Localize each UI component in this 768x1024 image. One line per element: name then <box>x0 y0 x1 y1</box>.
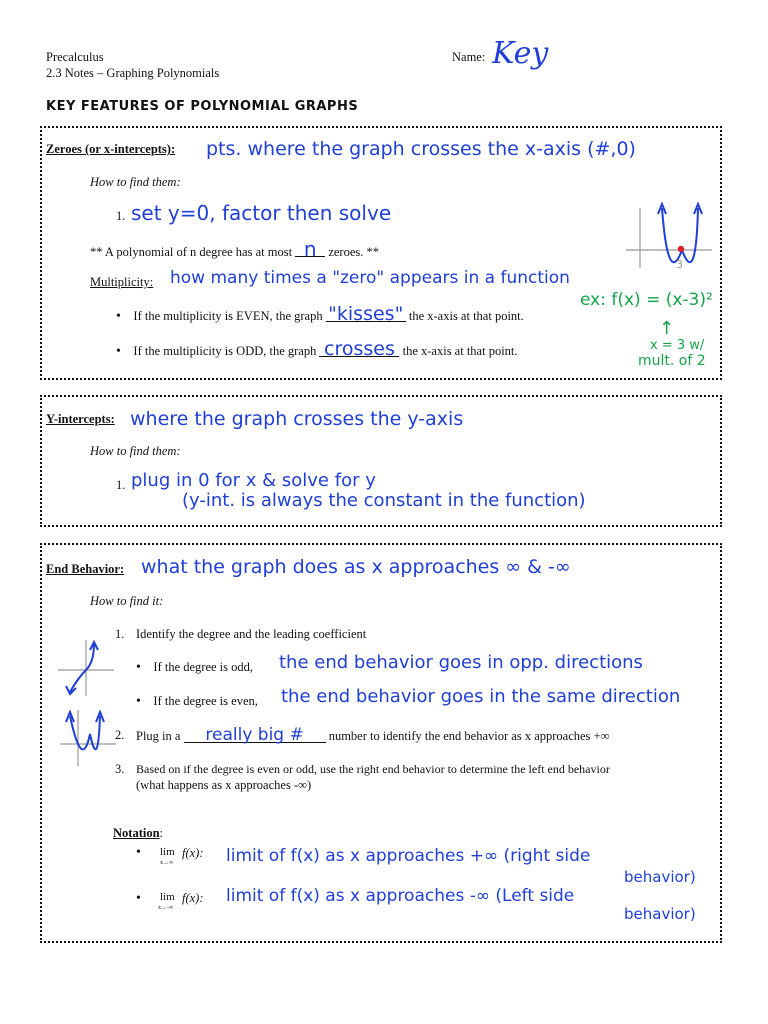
notation-1-hw-b: behavior) <box>624 868 696 886</box>
even-degree-pre: If the degree is even, <box>153 694 258 708</box>
notation-heading <box>113 826 163 841</box>
notation-1-hw-a: limit of f(x) as x approaches +∞ (right side <box>226 846 591 866</box>
even-blank: "kisses" <box>326 307 406 322</box>
zeroes-how-to: How to find them: <box>90 175 181 189</box>
notation-1-fx: f(x): <box>182 846 204 860</box>
bullet: • <box>136 694 141 709</box>
notation-2-sub: x→-∞ <box>158 905 174 911</box>
yint-label: Y-intercepts: <box>46 412 115 426</box>
cubic-sketch <box>56 638 116 698</box>
odd-row <box>116 338 518 360</box>
bullet: • <box>116 344 121 359</box>
yint-definition: where the graph crosses the y-axis <box>130 408 464 430</box>
end-label: End Behavior: <box>46 562 125 576</box>
notation-1-sub: x→∞ <box>160 860 174 866</box>
example-equation: ex: f(x) = (x-3)² <box>580 290 713 310</box>
notation-colon: : <box>159 826 164 840</box>
end-how-to: How to find it: <box>90 594 164 608</box>
end-step1: Identify the degree and the leading coefficient <box>136 627 367 641</box>
end-definition: what the graph does as x approaches ∞ & -∞ <box>141 556 571 578</box>
parabola-sketch <box>622 198 714 274</box>
end-step2-num: 2. <box>115 728 125 742</box>
even-degree-hw: the end behavior goes in the same direction <box>281 686 681 707</box>
example-note-1: x = 3 w/ <box>650 338 705 353</box>
name-value: Key <box>492 36 549 71</box>
yint-step1-a: plug in 0 for x & solve for y <box>131 470 376 491</box>
multiplicity-def: how many times a "zero" appears in a function <box>170 268 570 288</box>
even-post: the x-axis at that point. <box>408 309 524 323</box>
example-arrow: ↑ <box>659 318 675 339</box>
notes-title: 2.3 Notes – Graphing Polynomials <box>46 66 220 80</box>
degree-note-post: zeroes. ** <box>328 245 379 259</box>
zeroes-step1: set y=0, factor then solve <box>131 201 392 225</box>
bullet: • <box>116 309 121 324</box>
end-step3-b: (what happens as x approaches -∞) <box>136 778 312 792</box>
name-label: Name: <box>452 50 486 64</box>
zeroes-definition: pts. where the graph crosses the x-axis (#,0) <box>206 138 636 160</box>
notation-2-lim: lim <box>160 891 175 903</box>
yint-step1-num: 1. <box>116 478 126 492</box>
course-name: Precalculus <box>46 50 104 64</box>
end-step3-num: 3. <box>115 762 125 776</box>
notation-2-hw-a: limit of f(x) as x approaches -∞ (Left side <box>226 886 575 906</box>
odd-degree-hw: the end behavior goes in opp. directions <box>279 652 643 673</box>
even-degree-row <box>136 694 258 710</box>
end-step2 <box>136 725 610 745</box>
zeroes-step1-num: 1. <box>116 209 126 223</box>
zeroes-label: Zeroes (or x-intercepts): <box>46 142 176 156</box>
end-step1-num: 1. <box>115 627 125 641</box>
odd-degree-row <box>136 660 253 676</box>
yint-how-to: How to find them: <box>90 444 181 458</box>
even-parabola-sketch <box>58 708 118 768</box>
section-title: KEY FEATURES OF POLYNOMIAL GRAPHS <box>46 99 359 114</box>
even-row <box>116 303 524 325</box>
bullet: • <box>136 660 141 675</box>
end-step2-pre: Plug in a <box>136 729 181 743</box>
end-step3-a: Based on if the degree is even or odd, use the right end behavior to determine the left end behavior <box>136 762 610 776</box>
notation-2-hw-b: behavior) <box>624 905 696 923</box>
odd-degree-pre: If the degree is odd, <box>153 660 254 674</box>
odd-blank: crosses <box>319 342 399 357</box>
notation-1-bullet: • <box>136 845 141 860</box>
end-step2-post: number to identify the end behavior as x approaches +∞ <box>328 729 610 743</box>
example-note-2: mult. of 2 <box>638 353 706 369</box>
odd-post: the x-axis at that point. <box>402 344 518 358</box>
notation-1-lim: lim <box>160 846 175 858</box>
degree-blank: n <box>295 242 325 257</box>
notation-2-bullet: • <box>136 891 141 906</box>
even-pre: If the multiplicity is EVEN, the graph <box>133 309 323 323</box>
graph-tick-label: 3 <box>676 258 683 271</box>
degree-note <box>90 237 379 261</box>
odd-pre: If the multiplicity is ODD, the graph <box>133 344 317 358</box>
notation-label: Notation <box>113 826 160 840</box>
end-step2-blank: really big # <box>184 728 326 743</box>
degree-note-pre: ** A polynomial of n degree has at most <box>90 245 293 259</box>
multiplicity-label: Multiplicity: <box>90 275 154 289</box>
notation-2-fx: f(x): <box>182 891 204 905</box>
yint-step1-b: (y-int. is always the constant in the function) <box>182 490 586 511</box>
